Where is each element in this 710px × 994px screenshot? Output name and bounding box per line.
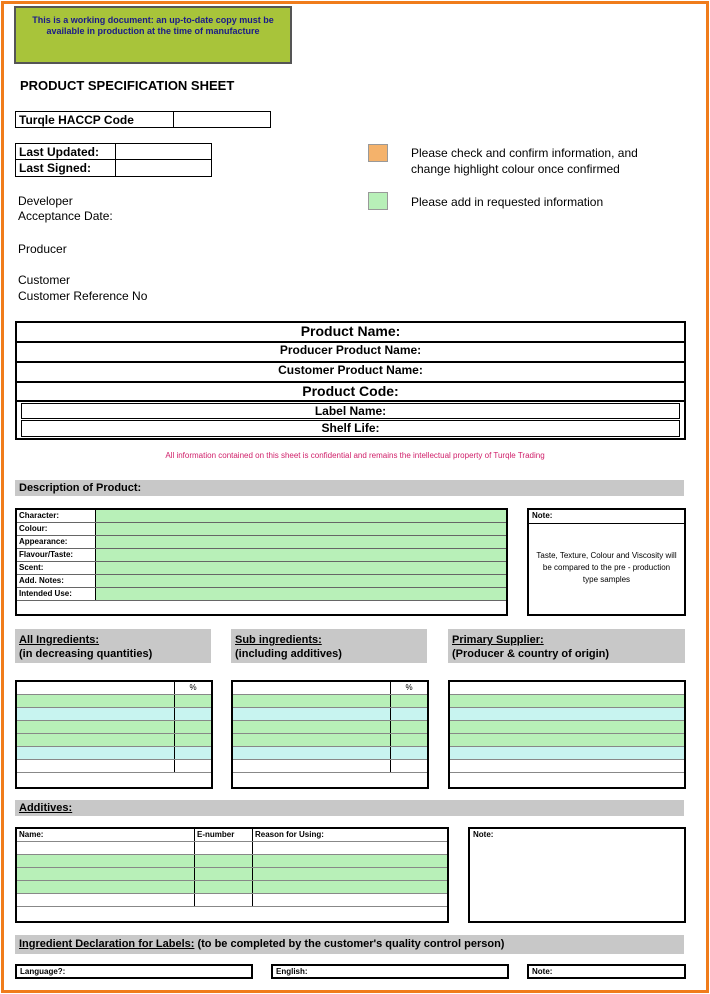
percent-header: % [405,683,413,692]
sub-ingredients-header [231,629,427,663]
declaration-note-field[interactable] [527,964,686,979]
supplier-row[interactable] [450,708,684,721]
customer-reference-label: Customer Reference No [18,289,148,303]
label-name-row[interactable]: Label Name: [21,403,680,419]
language-field[interactable] [15,964,253,979]
additives-table [15,827,449,923]
all-ingredients-subtitle: (in decreasing quantities) [19,648,153,660]
additives-section-header [15,800,684,816]
ingredient-row[interactable] [17,734,211,747]
haccp-code-value[interactable] [174,112,270,127]
additive-row[interactable] [17,842,447,855]
ingredient-row[interactable] [17,708,211,721]
all-ingredients-header [15,629,211,663]
additive-row[interactable] [17,894,447,907]
additive-row[interactable] [17,881,447,894]
english-label: English: [276,967,308,976]
all-ingredients-title: All Ingredients: [19,634,100,646]
sub-ingredient-row[interactable] [233,760,427,773]
additives-note-box[interactable] [468,827,686,923]
description-note-label: Note: [529,510,684,524]
sub-ingredient-row[interactable] [233,734,427,747]
additives-note-label: Note: [473,830,494,839]
orange-legend-swatch [368,144,388,162]
product-name-row[interactable]: Product Name: [17,323,684,343]
additive-row[interactable] [17,855,447,868]
additive-name-header: Name: [17,829,195,841]
sub-ingredient-row[interactable] [233,747,427,760]
producer-product-name-row[interactable]: Producer Product Name: [17,343,684,363]
orange-legend-text: Please check and confirm information, and change highlight colour once confirmed [411,146,638,176]
green-legend-text: Please add in requested information [411,195,604,209]
description-table [15,508,508,616]
description-note-text: Taste, Texture, Colour and Viscosity will be compared to the pre - production type samples [536,551,677,584]
additive-enumber-header: E-number [195,829,253,841]
ingredient-row[interactable] [17,721,211,734]
description-section-header: Description of Product: [15,480,684,496]
english-field[interactable] [271,964,509,979]
shelf-life-row[interactable]: Shelf Life: [21,420,680,437]
producer-label: Producer [18,242,67,256]
additive-reason-header: Reason for Using: [255,830,324,839]
last-updated-row[interactable] [16,144,211,160]
sub-ingredient-row[interactable] [233,721,427,734]
percent-header: % [189,683,197,692]
product-code-row[interactable]: Product Code: [17,383,684,402]
acceptance-date-label: Acceptance Date: [18,209,113,223]
supplier-row[interactable] [450,682,684,695]
primary-supplier-table [448,680,686,789]
sub-ingredients-table [231,680,429,789]
supplier-row[interactable] [450,760,684,773]
green-legend-swatch [368,192,388,210]
supplier-row[interactable] [450,747,684,760]
declaration-section-header [15,935,684,954]
customer-label: Customer [18,273,71,287]
description-row[interactable]: Add. Notes: [17,575,506,588]
declaration-subtitle: (to be completed by the customer's quality control person) [194,938,505,950]
description-row[interactable]: Intended Use: [17,588,506,601]
sub-ingredient-row[interactable] [233,682,427,695]
page-title: PRODUCT SPECIFICATION SHEET [20,78,235,93]
declaration-note-label: Note: [532,967,553,976]
primary-supplier-title: Primary Supplier: [452,634,544,646]
description-row[interactable]: Appearance: [17,536,506,549]
description-row[interactable]: Character: [17,510,506,523]
supplier-row[interactable] [450,734,684,747]
last-signed-row[interactable] [16,160,211,176]
description-row[interactable]: Flavour/Taste: [17,549,506,562]
description-row[interactable]: Colour: [17,523,506,536]
all-ingredients-table [15,680,213,789]
additives-title: Additives: [19,802,73,814]
description-note-box[interactable] [527,508,686,616]
language-label: Language?: [20,967,66,976]
confidential-notice: All information contained on this sheet is confidential and remains the intellectual property of Turqle Trading [165,451,545,460]
product-details-table [15,321,686,440]
supplier-row[interactable] [450,721,684,734]
dates-box [15,143,212,177]
ingredient-row[interactable] [17,747,211,760]
primary-supplier-header [448,629,685,663]
haccp-code-field[interactable] [15,111,271,128]
sub-ingredients-subtitle: (including additives) [235,648,342,660]
haccp-code-label: Turqle HACCP Code [16,112,174,127]
ingredient-row[interactable] [17,682,211,695]
ingredient-row[interactable] [17,760,211,773]
customer-product-name-row[interactable]: Customer Product Name: [17,363,684,383]
developer-label: Developer [18,194,73,208]
ingredient-row[interactable] [17,695,211,708]
additives-header-row [17,829,447,842]
primary-supplier-subtitle: (Producer & country of origin) [452,648,610,660]
sub-ingredients-title: Sub ingredients: [235,634,322,646]
last-updated-label: Last Updated: [16,144,116,159]
working-document-notice: This is a working document: an up-to-date copy must be available in production at the time of manufacture [14,6,292,64]
description-row[interactable]: Scent: [17,562,506,575]
declaration-title: Ingredient Declaration for Labels: [19,938,195,950]
supplier-row[interactable] [450,695,684,708]
last-updated-value[interactable] [116,144,211,159]
last-signed-label: Last Signed: [16,160,116,176]
additive-row[interactable] [17,868,447,881]
sub-ingredient-row[interactable] [233,695,427,708]
sub-ingredient-row[interactable] [233,708,427,721]
last-signed-value[interactable] [116,160,211,176]
